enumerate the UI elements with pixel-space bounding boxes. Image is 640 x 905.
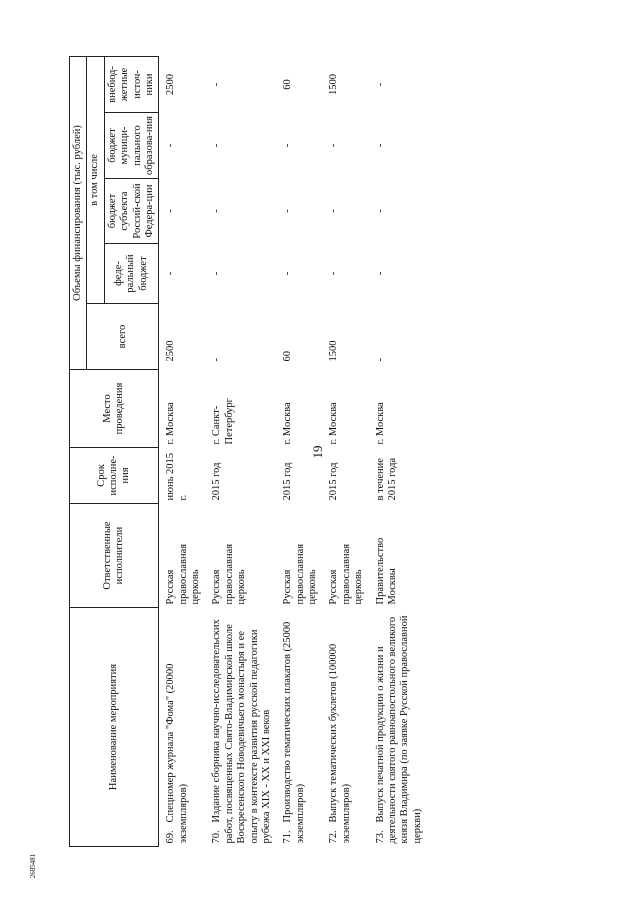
header-financing: Объемы финансирования (тыс. рублей) — [70, 57, 87, 370]
header-term: Срок исполне-ния — [70, 448, 159, 504]
header-extra: внебюд-жетные источ-ники — [104, 57, 159, 113]
row-subject: - — [374, 209, 386, 213]
row-municipal: - — [328, 143, 340, 148]
row-number: 69. — [165, 830, 177, 844]
row-federal: - — [165, 271, 177, 276]
row-total: - — [374, 358, 386, 362]
header-executors: Ответственные исполнители — [70, 504, 159, 608]
row-term: 2015 год — [282, 462, 294, 501]
row-extra: - — [211, 82, 223, 87]
table-row — [209, 57, 280, 847]
events-table — [69, 56, 426, 847]
row-name-cell — [373, 608, 427, 847]
row-subject: - — [282, 209, 294, 213]
row-place: г. Москва — [165, 402, 177, 445]
row-place: г. Москва — [328, 402, 340, 445]
row-executors: Русская православная церковь — [328, 543, 365, 605]
row-extra: 1500 — [328, 74, 340, 95]
row-federal: - — [328, 271, 340, 276]
row-number: 71. — [282, 830, 294, 844]
table-row — [326, 57, 372, 847]
row-extra: 2500 — [165, 74, 177, 95]
row-name: Производство тематических плакатов (25000 экземпляров) — [282, 621, 306, 844]
row-extra: 60 — [282, 79, 294, 90]
row-executors: Русская православная церковь — [211, 543, 248, 605]
row-total: 2500 — [165, 340, 177, 362]
row-municipal: - — [165, 143, 177, 148]
row-federal: - — [211, 271, 223, 276]
table-row — [280, 57, 326, 847]
row-extra: - — [374, 82, 386, 87]
header-municipal: бюджет муници-пального образова-ния — [104, 113, 159, 179]
row-term: 2015 год — [328, 462, 340, 501]
row-municipal: - — [282, 143, 294, 148]
row-subject: - — [328, 209, 340, 213]
row-name-cell — [159, 608, 210, 847]
header-name: Наименование мероприятия — [70, 608, 159, 847]
header-federal: феде-ральный бюджет — [104, 244, 159, 304]
page-number: 19 — [310, 445, 325, 459]
row-municipal: - — [374, 143, 386, 148]
header-including: в том числе — [87, 57, 104, 304]
table-row — [159, 57, 210, 847]
row-number: 70. — [211, 830, 223, 844]
row-number: 72. — [328, 830, 340, 844]
row-name: Выпуск печатной продукции о жизни и деятельности святого равноапостольного великого князя Владимира (по заявке Русской православной церкви) — [374, 615, 423, 844]
row-name: Спецномер журнала "Фома" (20000 экземпляров) — [165, 663, 189, 844]
row-place: г. Москва — [374, 402, 386, 445]
row-executors: Русская православная церковь — [165, 543, 201, 605]
row-total: 1500 — [328, 340, 340, 362]
row-term: июнь 2015 г. — [165, 453, 189, 501]
row-executors: Правительство Москвы — [374, 537, 398, 605]
rotated-table-container — [69, 57, 601, 847]
row-term: 2015 год — [211, 462, 223, 501]
row-name: Издание сборника научно-исследовательских работ, посвященных Свято-Владимирской школе Воскресенского Новодевичьего монастыря и ее опыту в контексте развития русской педагогики рубежа XIX - XX и XXI веков — [211, 619, 272, 844]
table-row — [373, 57, 427, 847]
row-name-cell — [280, 608, 326, 847]
row-name: Выпуск тематических буклетов (100000 экземпляров) — [328, 643, 352, 844]
header-place: Место проведения — [70, 370, 159, 448]
row-name-cell — [326, 608, 372, 847]
row-municipal: - — [211, 143, 223, 148]
row-subject: - — [165, 209, 177, 213]
header-subject: бюджет субъекта Россий-ской Федера-ции — [104, 179, 159, 244]
header-total: всего — [87, 304, 159, 370]
row-place: г. Санкт-Петербург — [211, 398, 235, 445]
row-name-cell — [209, 608, 280, 847]
row-subject: - — [211, 209, 223, 213]
row-total: - — [211, 358, 223, 362]
row-place: г. Москва — [282, 402, 294, 445]
row-federal: - — [374, 271, 386, 276]
row-executors: Русская православная церковь — [282, 543, 318, 605]
row-number: 73. — [374, 830, 386, 844]
row-total: 60 — [282, 351, 294, 362]
row-term: в течение 2015 года — [374, 457, 398, 501]
row-federal: - — [282, 271, 294, 276]
document-code: 2685481 — [29, 853, 37, 879]
